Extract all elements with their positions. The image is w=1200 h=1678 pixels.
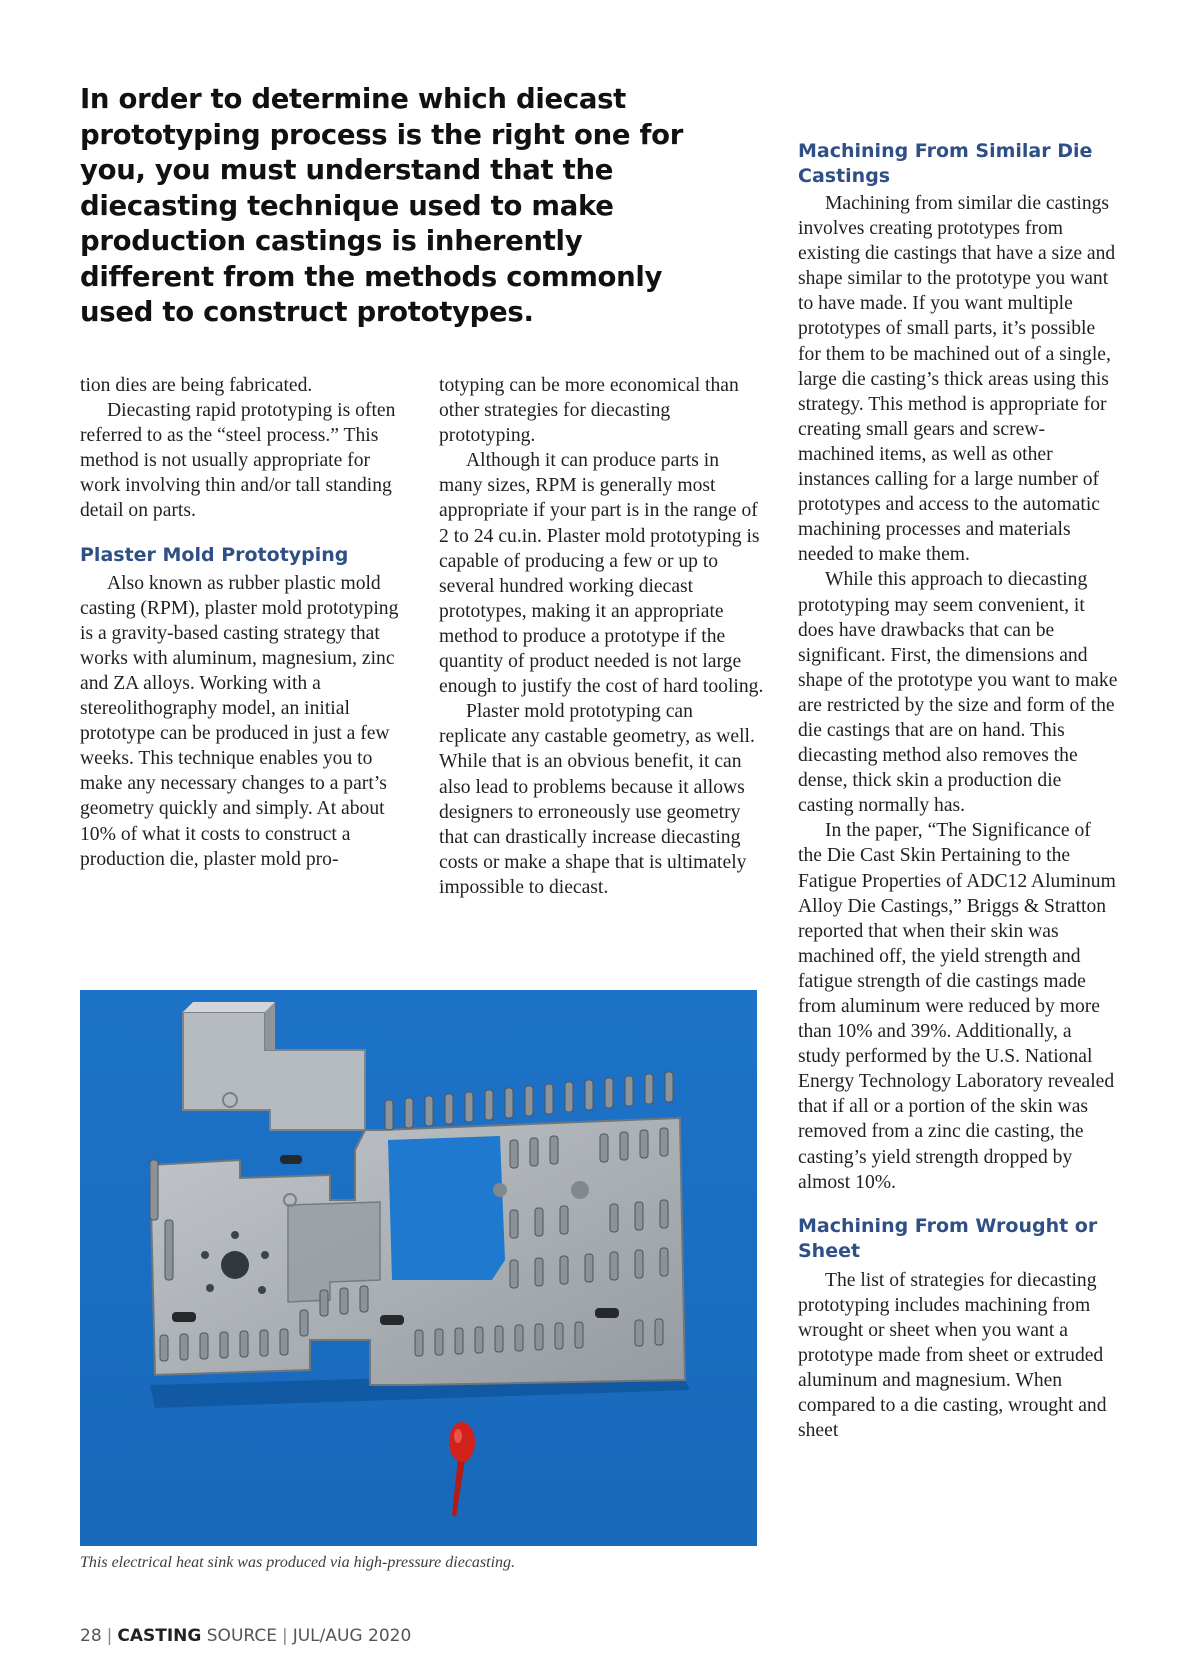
paragraph: The list of strategies for diecasting prototyping includes machining from wrought or sheet when you want a prototype made from sheet or extruded aluminum and magnesium. When compared to a die casting, wrought and sheet <box>798 1269 1107 1442</box>
paragraph: While this approach to diecasting prototyping may seem convenient, it does have drawbacks that can be significant. First, the dimensions and shape of the prototype you want to make are restricted by the size and form of the die castings that are on hand. This diecasting method also removes the dense, thick skin a production die casting normally has. <box>798 569 1118 817</box>
section-heading: Plaster Mold Prototyping <box>80 543 349 566</box>
footer-divider: | <box>106 1626 113 1646</box>
article-column-3 <box>798 139 1118 1443</box>
page-number: 28 <box>80 1626 102 1646</box>
paragraph: Plaster mold prototyping can replicate any castable geometry, as well. While that is an obvious benefit, it can also lead to problems because it allows designers to erroneously use geometry that can drastically increase diecasting costs or make a shape that is ultimately impossible to diecast. <box>439 701 755 898</box>
section-heading: Machining From Wrought or Sheet <box>798 1214 1098 1262</box>
issue-date: JUL/AUG 2020 <box>292 1626 412 1646</box>
article-column-1 <box>80 373 405 872</box>
section-heading: Machining From Similar Die Castings <box>798 140 1093 187</box>
photo-caption: This electrical heat sink was produced via high-pressure diecasting. <box>80 1554 516 1571</box>
paragraph: Machining from similar die castings involves creating prototypes from existing die castings that have a size and shape similar to the prototype you want to have made. If you want multiple prototypes of small parts, it’s possible for them to be machined out of a single, large die casting’s thick areas using this strategy. This method is appropriate for creating small gears and screw-machined items, as well as other instances calling for a large number of prototypes and access to the automatic machining processes and materials needed to make them. <box>798 193 1116 566</box>
paragraph: tion dies are being fabricated. <box>80 375 313 396</box>
paragraph: In the paper, “The Significance of the Die Cast Skin Pertaining to the Fatigue Properties of ADC12 Aluminum Alloy Die Castings,” Briggs & Stratton reported that when their skin was machined off, the yield strength and fatigue strength of die castings made from aluminum were reduced by more than 10% and 39%. Additionally, a study performed by the U.S. National Energy Technology Laboratory revealed that if all or a portion of the skin was removed from a zinc die casting, the casting’s yield strength dropped by almost 10%. <box>798 820 1116 1193</box>
heat-sink-photo <box>80 990 757 1546</box>
brand-name-rest: SOURCE <box>206 1626 277 1646</box>
paragraph: Diecasting rapid prototyping is often referred to as the “steel process.” This method is not usually appropriate for work involving thin and/or tall standing detail on parts. <box>80 400 396 522</box>
pull-quote: In order to determine which diecast prototyping process is the right one for you, you must understand that the diecasting technique used to make production castings is inherently different from the methods commonly used to construct prototypes. <box>80 83 684 328</box>
heat-sink-illustration <box>80 990 757 1546</box>
paragraph: Also known as rubber plastic mold casting (RPM), plaster mold prototyping is a gravity-based casting strategy that works with aluminum, magnesium, zinc and ZA alloys. Working with a stereolithography model, an initial prototype can be produced in just a few weeks. This technique enables you to make any necessary changes to a part’s geometry quickly and simply. At about 10% of what it costs to construct a production die, plaster mold pro- <box>80 572 399 870</box>
article-column-2 <box>439 373 764 900</box>
page-footer <box>80 1626 411 1646</box>
paragraph: Although it can produce parts in many sizes, RPM is generally most appropriate if your part is in the range of 2 to 24 cu.in. Plaster mold prototyping is capable of producing a few or up to several hundred working diecast prototypes, making it an appropriate method to produce a prototype if the quantity of product needed is not large enough to justify the cost of hard tooling. <box>439 450 764 698</box>
brand-name-bold: CASTING <box>117 1626 202 1646</box>
footer-divider: | <box>281 1626 288 1646</box>
paragraph: totyping can be more economical than other strategies for diecasting prototyping. <box>439 375 739 447</box>
